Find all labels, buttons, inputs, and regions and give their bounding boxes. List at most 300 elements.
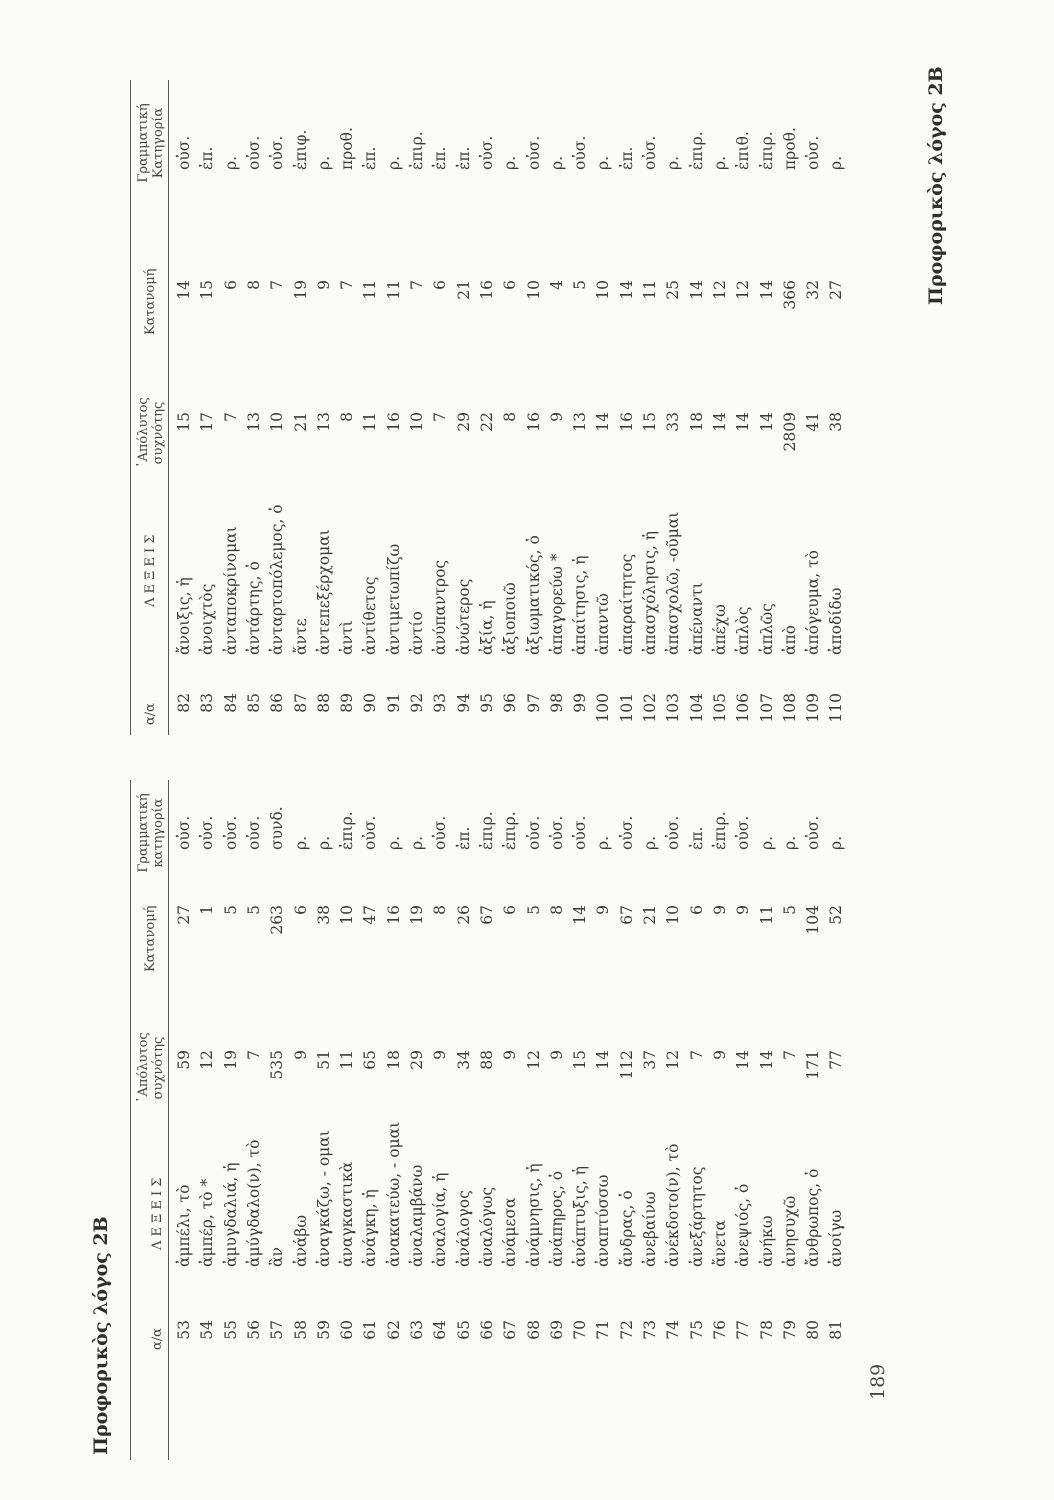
left-category-cell: ρ. xyxy=(641,835,659,850)
right-distribution-cell: 7 xyxy=(338,280,357,290)
left-index-cell: 77 xyxy=(734,1320,753,1340)
right-header-word: Λ Ε Ξ Ε Ι Σ xyxy=(143,534,158,607)
right-category-cell: ρ. xyxy=(384,155,403,170)
right-frequency-cell: 29 xyxy=(454,412,473,432)
left-distribution-cell: 27 xyxy=(175,905,193,925)
right-word-cell: ἀντίθετος xyxy=(361,576,380,655)
right-distribution-cell: 19 xyxy=(291,280,310,300)
right-category-cell: ἐπ. xyxy=(454,146,473,170)
right-word-cell: ἀντεπεξέρχομαι xyxy=(314,529,333,655)
right-frequency-cell: 13 xyxy=(314,412,333,432)
left-distribution-cell: 8 xyxy=(431,905,450,915)
right-table-row xyxy=(641,0,661,1500)
right-category-cell: οὐσ. xyxy=(804,135,823,170)
left-index-cell: 76 xyxy=(710,1320,729,1340)
right-distribution-cell: 11 xyxy=(361,280,380,300)
right-word-cell: ἀποδίδω xyxy=(827,587,846,655)
right-word-cell: ἀνοιχτὸς xyxy=(198,583,217,655)
right-word-cell: ἀνώτερος xyxy=(454,578,473,655)
right-index-cell: 96 xyxy=(501,693,520,713)
right-word-cell: ἀντάρτης, ὁ xyxy=(244,561,263,655)
right-index-cell: 90 xyxy=(361,693,380,713)
right-category-cell: ρ. xyxy=(221,155,240,170)
right-category-cell: ρ. xyxy=(664,155,683,170)
right-category-cell: οὐσ. xyxy=(477,135,496,170)
left-distribution-cell: 11 xyxy=(757,905,776,925)
left-word-cell: ἀνεψιός, ὁ xyxy=(734,1183,753,1267)
left-distribution-cell: 5 xyxy=(524,905,543,915)
left-index-cell: 75 xyxy=(687,1320,706,1340)
left-frequency-cell: 59 xyxy=(175,1050,193,1070)
right-word-cell: ἄνοιξις, ἡ xyxy=(175,577,193,655)
right-frequency-cell: 16 xyxy=(524,412,543,432)
left-index-cell: 71 xyxy=(594,1320,613,1340)
left-category-cell: ἐπιρ. xyxy=(477,811,496,850)
left-word-cell: ἀναπτύσσω xyxy=(594,1174,613,1267)
right-category-cell: οὐσ. xyxy=(571,135,590,170)
left-index-cell: 70 xyxy=(571,1320,590,1340)
left-frequency-cell: 112 xyxy=(617,1050,636,1080)
right-frequency-cell: 13 xyxy=(571,412,590,432)
left-frequency-cell: 11 xyxy=(338,1050,357,1070)
left-index-cell: 60 xyxy=(338,1320,357,1340)
right-table-row xyxy=(175,0,195,1500)
right-category-cell: ἐπ. xyxy=(198,146,217,170)
left-category-cell: ρ. xyxy=(291,835,310,850)
left-frequency-cell: 18 xyxy=(384,1050,403,1070)
left-frequency-cell: 7 xyxy=(244,1050,263,1060)
left-index-cell: 53 xyxy=(175,1320,193,1340)
right-header-category-line1: Γραμματική xyxy=(136,103,151,183)
right-frequency-cell: 16 xyxy=(384,412,403,432)
right-table-row xyxy=(455,0,475,1500)
left-word-cell: ἀναλαμβάνω xyxy=(408,1164,426,1267)
right-category-cell: ἐπ. xyxy=(361,146,380,170)
right-table-row xyxy=(338,0,358,1500)
right-category-cell: ἐπιρ. xyxy=(757,131,776,170)
right-word-cell: ἀπαντῶ xyxy=(594,593,613,655)
left-category-cell: ρ. xyxy=(408,835,426,850)
left-header-index: α/α xyxy=(150,1328,165,1350)
right-word-cell: ἀπασχόλησις, ἡ xyxy=(641,530,659,655)
right-table-row xyxy=(245,0,265,1500)
left-distribution-cell: 104 xyxy=(804,905,823,935)
right-word-cell: ἀντὶ xyxy=(338,620,357,655)
right-distribution-cell: 7 xyxy=(268,280,287,290)
left-distribution-cell: 26 xyxy=(454,905,473,925)
right-distribution-cell: 5 xyxy=(571,280,590,290)
left-header-distribution: Κατανομή xyxy=(143,905,158,972)
right-category-cell: ἐπ. xyxy=(431,146,450,170)
left-header-word: Λ Ε Ξ Ε Ι Σ xyxy=(150,1177,165,1250)
left-frequency-cell: 51 xyxy=(314,1050,333,1070)
left-distribution-cell: 1 xyxy=(198,905,217,915)
right-table-row xyxy=(292,0,312,1500)
right-word-cell: ἀπαγορεύω * xyxy=(547,553,566,655)
left-frequency-cell: 77 xyxy=(827,1050,846,1070)
right-distribution-cell: 10 xyxy=(594,280,613,300)
left-index-cell: 57 xyxy=(268,1320,287,1340)
right-table-row xyxy=(385,0,405,1500)
left-index-cell: 72 xyxy=(617,1320,636,1340)
left-frequency-cell: 12 xyxy=(524,1050,543,1070)
left-word-cell: ἀμπέλι, τὸ xyxy=(175,1184,193,1267)
right-table-row xyxy=(781,0,801,1500)
left-index-cell: 64 xyxy=(431,1320,450,1340)
right-index-cell: 97 xyxy=(524,693,543,713)
right-header-index: α/α xyxy=(143,703,158,725)
right-category-cell: ἐπιρ. xyxy=(687,131,706,170)
left-word-cell: ἀνεβαίνω xyxy=(641,1191,659,1267)
left-distribution-cell: 47 xyxy=(361,905,380,925)
left-distribution-cell: 14 xyxy=(571,905,590,925)
left-word-cell: ἀνακατεύω, - ομαι xyxy=(384,1121,403,1267)
left-category-cell: ρ. xyxy=(780,835,799,850)
left-distribution-cell: 10 xyxy=(664,905,683,925)
left-index-cell: 65 xyxy=(454,1320,473,1340)
right-word-cell: ἀντιμετωπίζω xyxy=(384,543,403,655)
right-category-cell: ἐπιρ. xyxy=(408,131,426,170)
left-frequency-cell: 29 xyxy=(408,1050,426,1070)
left-frequency-cell: 9 xyxy=(291,1050,310,1060)
left-word-cell: ἀνάγκη, ἡ xyxy=(361,1189,380,1267)
left-word-cell: ἀνέκδοτο(ν), τὸ xyxy=(664,1143,683,1267)
right-category-cell: οὐσ. xyxy=(244,135,263,170)
left-frequency-cell: 15 xyxy=(571,1050,590,1070)
left-word-cell: ἀνάμεσα xyxy=(501,1197,520,1267)
left-frequency-cell: 19 xyxy=(221,1050,240,1070)
right-frequency-cell: 14 xyxy=(734,412,753,432)
left-distribution-cell: 8 xyxy=(547,905,566,915)
left-distribution-cell: 5 xyxy=(221,905,240,915)
left-header-top-rule xyxy=(130,780,131,1460)
right-category-cell: ρ. xyxy=(501,155,520,170)
left-category-cell: ἐπιρ. xyxy=(338,811,357,850)
left-word-cell: ἄνθρωπος, ὁ xyxy=(804,1168,823,1267)
right-index-cell: 103 xyxy=(664,693,683,723)
right-frequency-cell: 17 xyxy=(198,412,217,432)
left-distribution-cell: 38 xyxy=(314,905,333,925)
right-category-cell: οὐσ. xyxy=(641,135,659,170)
right-frequency-cell: 11 xyxy=(361,412,380,432)
right-table-row xyxy=(268,0,288,1500)
right-frequency-cell: 7 xyxy=(221,412,240,422)
right-table-row xyxy=(688,0,708,1500)
right-category-cell: ρ. xyxy=(314,155,333,170)
left-index-cell: 56 xyxy=(244,1320,263,1340)
left-category-cell: οὐσ. xyxy=(524,815,543,850)
left-distribution-cell: 9 xyxy=(710,905,729,915)
right-index-cell: 92 xyxy=(408,693,426,713)
right-distribution-cell: 15 xyxy=(198,280,217,300)
left-word-cell: ἂν xyxy=(268,1247,287,1267)
left-index-cell: 79 xyxy=(780,1320,799,1340)
right-index-cell: 95 xyxy=(477,693,496,713)
right-table-row xyxy=(711,0,731,1500)
right-frequency-cell: 8 xyxy=(338,412,357,422)
left-index-cell: 68 xyxy=(524,1320,543,1340)
left-header-category-line1: Γραμματική xyxy=(136,793,151,873)
left-header-frequency-line2: συχνότης xyxy=(151,1036,166,1100)
right-header-category-line2: Κατηγορία xyxy=(151,107,166,179)
left-word-cell: ἀναγκαστικὰ xyxy=(338,1161,357,1267)
left-frequency-cell: 171 xyxy=(804,1050,823,1080)
right-table-row xyxy=(478,0,498,1500)
left-index-cell: 74 xyxy=(664,1320,683,1340)
right-distribution-cell: 10 xyxy=(524,280,543,300)
left-frequency-cell: 34 xyxy=(454,1050,473,1070)
left-frequency-cell: 14 xyxy=(757,1050,776,1070)
right-header-frequency-line1: ᾽Απόλυτος xyxy=(136,397,151,468)
right-frequency-cell: 15 xyxy=(175,412,193,432)
right-index-cell: 99 xyxy=(571,693,590,713)
left-header-category xyxy=(136,788,166,878)
left-word-cell: ἀνοίγω xyxy=(827,1209,846,1267)
left-category-cell: συνδ. xyxy=(268,806,287,850)
left-header-frequency xyxy=(136,1033,166,1103)
right-index-cell: 110 xyxy=(827,693,846,723)
left-category-cell: οὐσ. xyxy=(804,815,823,850)
left-frequency-cell: 14 xyxy=(594,1050,613,1070)
right-header-distribution: Κατανομή xyxy=(143,268,158,335)
right-word-cell: ἀξιωματικός, ὁ xyxy=(524,535,543,655)
left-distribution-cell: 10 xyxy=(338,905,357,925)
left-index-cell: 58 xyxy=(291,1320,310,1340)
right-table-row xyxy=(827,0,847,1500)
right-category-cell: ρ. xyxy=(827,155,846,170)
right-distribution-cell: 6 xyxy=(221,280,240,290)
right-table-row xyxy=(571,0,591,1500)
left-index-cell: 62 xyxy=(384,1320,403,1340)
right-distribution-cell: 25 xyxy=(664,280,683,300)
left-frequency-cell: 9 xyxy=(501,1050,520,1060)
right-index-cell: 85 xyxy=(244,693,263,713)
left-distribution-cell: 6 xyxy=(501,905,520,915)
left-index-cell: 81 xyxy=(827,1320,846,1340)
left-index-cell: 63 xyxy=(408,1320,426,1340)
left-category-cell: ρ. xyxy=(384,835,403,850)
left-frequency-cell: 37 xyxy=(641,1050,659,1070)
right-table-row xyxy=(548,0,568,1500)
left-distribution-cell: 67 xyxy=(617,905,636,925)
right-table-row xyxy=(361,0,381,1500)
left-word-cell: ἀμύγδαλο(ν), τὸ xyxy=(244,1139,263,1267)
right-index-cell: 88 xyxy=(314,693,333,713)
right-frequency-cell: 18 xyxy=(687,412,706,432)
right-category-cell: προθ. xyxy=(780,127,799,170)
left-category-cell: ἐπιρ. xyxy=(710,811,729,850)
right-header-frequency-line2: συχνότης xyxy=(151,401,166,465)
right-index-cell: 108 xyxy=(780,693,799,723)
right-frequency-cell: 15 xyxy=(641,412,659,432)
right-frequency-cell: 38 xyxy=(827,412,846,432)
right-word-cell: ἀνύπαντρος xyxy=(431,559,450,655)
right-category-cell: ἐπιφ. xyxy=(291,129,310,170)
right-index-cell: 106 xyxy=(734,693,753,723)
right-index-cell: 101 xyxy=(617,693,636,723)
right-distribution-cell: 27 xyxy=(827,280,846,300)
right-index-cell: 109 xyxy=(804,693,823,723)
left-index-cell: 73 xyxy=(641,1320,659,1340)
right-word-cell: ἀπὸ xyxy=(780,625,799,655)
left-word-cell: ἀμπέρ, τὸ * xyxy=(198,1178,217,1267)
right-frequency-cell: 41 xyxy=(804,412,823,432)
right-table-row xyxy=(734,0,754,1500)
right-index-cell: 98 xyxy=(547,693,566,713)
left-distribution-cell: 19 xyxy=(408,905,426,925)
left-category-cell: ἐπ. xyxy=(454,826,473,850)
right-index-cell: 93 xyxy=(431,693,450,713)
right-distribution-cell: 12 xyxy=(710,280,729,300)
left-word-cell: ἀνάλογος xyxy=(454,1190,473,1267)
right-index-cell: 107 xyxy=(757,693,776,723)
right-index-cell: 100 xyxy=(594,693,613,723)
right-index-cell: 104 xyxy=(687,693,706,723)
right-header-frequency xyxy=(136,398,166,468)
right-table-row xyxy=(501,0,521,1500)
right-distribution-cell: 9 xyxy=(314,280,333,290)
right-word-cell: ἀνταρτοπόλεμος, ὁ xyxy=(268,504,287,655)
right-word-cell: ἀξιοποιῶ xyxy=(501,582,520,655)
left-frequency-cell: 535 xyxy=(268,1050,287,1080)
left-category-cell: οὐσ. xyxy=(175,815,193,850)
left-category-cell: οὐσ. xyxy=(431,815,450,850)
left-word-cell: ἀνάμνησις, ἡ xyxy=(524,1163,543,1267)
left-distribution-cell: 5 xyxy=(244,905,263,915)
left-category-cell: οὐσ. xyxy=(734,815,753,850)
left-category-cell: οὐσ. xyxy=(664,815,683,850)
right-word-cell: ἀπέχω xyxy=(710,604,729,655)
right-index-cell: 84 xyxy=(221,693,240,713)
right-frequency-cell: 14 xyxy=(757,412,776,432)
left-distribution-cell: 16 xyxy=(384,905,403,925)
left-index-cell: 54 xyxy=(198,1320,217,1340)
right-word-cell: ἀξία, ἡ xyxy=(477,600,496,655)
left-index-cell: 67 xyxy=(501,1320,520,1340)
left-index-cell: 69 xyxy=(547,1320,566,1340)
left-word-cell: ἀνησυχῶ xyxy=(780,1195,799,1267)
left-category-cell: ρ. xyxy=(314,835,333,850)
left-word-cell: ἀνεξάρτητος xyxy=(687,1166,706,1267)
right-category-cell: οὐσ. xyxy=(524,135,543,170)
left-category-cell: ἐπ. xyxy=(687,826,706,850)
left-category-cell: οὐσ. xyxy=(361,815,380,850)
left-category-cell: ρ. xyxy=(594,835,613,850)
right-distribution-cell: 11 xyxy=(641,280,659,300)
left-index-cell: 80 xyxy=(804,1320,823,1340)
right-frequency-cell: 22 xyxy=(477,412,496,432)
left-category-cell: ρ. xyxy=(827,835,846,850)
right-frequency-cell: 14 xyxy=(710,412,729,432)
right-word-cell: ἀπόγευμα, τὸ xyxy=(804,549,823,655)
left-distribution-cell: 5 xyxy=(780,905,799,915)
right-index-cell: 91 xyxy=(384,693,403,713)
left-distribution-cell: 6 xyxy=(687,905,706,915)
left-category-cell: οὐσ. xyxy=(547,815,566,850)
right-distribution-cell: 6 xyxy=(431,280,450,290)
right-word-cell: ἄντε xyxy=(291,618,310,655)
right-frequency-cell: 14 xyxy=(594,412,613,432)
left-index-cell: 66 xyxy=(477,1320,496,1340)
right-frequency-cell: 10 xyxy=(408,412,426,432)
right-category-cell: ἐπ. xyxy=(617,146,636,170)
right-frequency-cell: 9 xyxy=(547,412,566,422)
right-word-cell: ἀνταποκρίνομαι xyxy=(221,526,240,655)
left-word-cell: ἀνήκω xyxy=(757,1215,776,1267)
right-table-row xyxy=(618,0,638,1500)
left-distribution-cell: 21 xyxy=(641,905,659,925)
right-distribution-cell: 14 xyxy=(617,280,636,300)
right-frequency-cell: 2809 xyxy=(780,412,799,452)
left-distribution-cell: 263 xyxy=(268,905,287,935)
right-table-row xyxy=(315,0,335,1500)
page-number: 189 xyxy=(867,1363,889,1400)
right-distribution-cell: 14 xyxy=(175,280,193,300)
right-index-cell: 94 xyxy=(454,693,473,713)
right-index-cell: 83 xyxy=(198,693,217,713)
right-word-cell: ἁπλὸς xyxy=(734,606,753,655)
right-distribution-cell: 16 xyxy=(477,280,496,300)
right-category-cell: ἐπιθ. xyxy=(734,131,753,170)
right-frequency-cell: 21 xyxy=(291,412,310,432)
left-word-cell: ἄνδρας, ὁ xyxy=(617,1190,636,1267)
left-word-cell: ἄνετα xyxy=(710,1220,729,1267)
right-index-cell: 102 xyxy=(641,693,659,723)
right-category-cell: ρ. xyxy=(547,155,566,170)
right-index-cell: 87 xyxy=(291,693,310,713)
right-frequency-cell: 10 xyxy=(268,412,287,432)
right-distribution-cell: 32 xyxy=(804,280,823,300)
right-distribution-cell: 366 xyxy=(780,280,799,310)
left-word-cell: ἀνάπηρος, ὁ xyxy=(547,1170,566,1267)
left-word-cell: ἀνάπτυξις, ἡ xyxy=(571,1166,590,1267)
left-category-cell: οὐσ. xyxy=(617,815,636,850)
left-index-cell: 59 xyxy=(314,1320,333,1340)
left-frequency-cell: 88 xyxy=(477,1050,496,1070)
right-category-cell: ρ. xyxy=(710,155,729,170)
left-header-frequency-line1: ᾽Απόλυτος xyxy=(136,1032,151,1103)
right-table-row xyxy=(525,0,545,1500)
left-frequency-cell: 12 xyxy=(198,1050,217,1070)
right-distribution-cell: 21 xyxy=(454,280,473,300)
left-index-cell: 61 xyxy=(361,1320,380,1340)
right-table-row xyxy=(664,0,684,1500)
left-category-cell: οὐσ. xyxy=(571,815,590,850)
right-distribution-cell: 12 xyxy=(734,280,753,300)
right-distribution-cell: 14 xyxy=(687,280,706,300)
right-table-row xyxy=(758,0,778,1500)
right-index-cell: 86 xyxy=(268,693,287,713)
right-word-cell: ἀπέναντι xyxy=(687,582,706,655)
right-frequency-cell: 33 xyxy=(664,412,683,432)
left-distribution-cell: 9 xyxy=(734,905,753,915)
left-header-bottom-rule xyxy=(168,780,169,1460)
left-word-cell: ἀναλόγως xyxy=(477,1186,496,1267)
right-category-cell: οὐσ. xyxy=(175,135,193,170)
right-table-row xyxy=(198,0,218,1500)
left-category-cell: ρ. xyxy=(757,835,776,850)
left-category-cell: οὐσ. xyxy=(198,815,217,850)
right-frequency-cell: 13 xyxy=(244,412,263,432)
left-category-cell: ἐπιρ. xyxy=(501,811,520,850)
left-category-cell: οὐσ. xyxy=(244,815,263,850)
right-table-row xyxy=(431,0,451,1500)
right-category-cell: ρ. xyxy=(594,155,613,170)
left-word-cell: ἀνάβω xyxy=(291,1215,310,1267)
left-frequency-cell: 65 xyxy=(361,1050,380,1070)
right-table-row xyxy=(408,0,428,1500)
right-header-bottom-rule xyxy=(168,80,169,735)
